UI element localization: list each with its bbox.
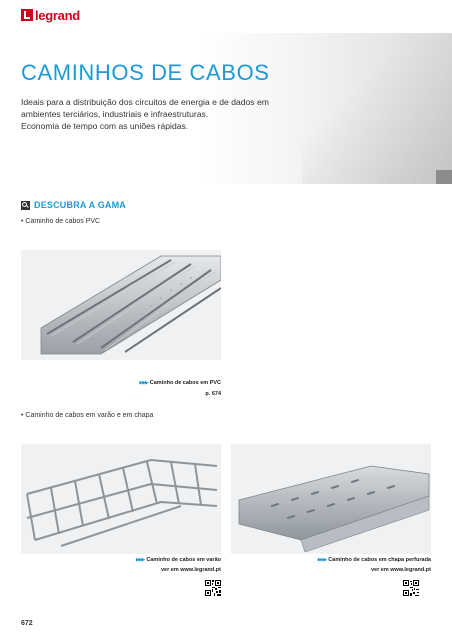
search-icon: [21, 201, 30, 210]
qr-code-icon[interactable]: [205, 580, 221, 601]
perforated-caption: [231, 557, 431, 563]
qr-code-perforated: [403, 580, 419, 596]
pvc-tray-illustration: [21, 250, 221, 360]
pvc-caption: [21, 380, 221, 386]
header-decoration: [302, 33, 452, 184]
intro-text: [21, 96, 321, 132]
qr-code-wire: [205, 580, 221, 596]
wire-caption-title: Caminho de cabos em varão: [146, 557, 221, 563]
intro-line: Ideais para a distribuição dos circuitos de energia e de dados em: [21, 97, 269, 107]
pvc-page-ref[interactable]: p. 674: [205, 391, 221, 397]
arrow-icon: ▶▶▶: [139, 380, 148, 386]
perforated-caption-title: Caminho de cabos em chapa perfurada: [328, 557, 431, 563]
perforated-tray-photo: [231, 444, 431, 554]
pvc-tray-photo: [21, 250, 221, 360]
section-title: DESCUBRA A GAMA: [34, 200, 126, 210]
bullet-wire-and-sheet: • Caminho de cabos em varão e em chapa: [21, 412, 154, 419]
page-number: 672: [21, 620, 33, 627]
page-title: CAMINHOS DE CABOS: [21, 60, 270, 85]
wire-caption: [21, 557, 221, 563]
section-heading: [21, 200, 126, 210]
brand-name: legrand: [35, 7, 80, 23]
pvc-caption-title: Caminho de cabos em PVC: [149, 380, 221, 386]
intro-line: ambientes terciários, industriais e infraestruturas.: [21, 109, 209, 119]
wire-mesh-tray-photo: [21, 444, 221, 554]
arrow-icon: ▶▶▶: [317, 557, 327, 563]
perforated-web-ref[interactable]: ver em www.legrand.pt: [370, 567, 431, 573]
wire-web-ref[interactable]: ver em www.legrand.pt: [160, 567, 221, 573]
wire-mesh-tray-illustration: [21, 444, 221, 554]
qr-code-icon[interactable]: [403, 580, 419, 601]
intro-line: Economia de tempo com as uniões rápidas.: [21, 121, 189, 131]
legrand-logo: [21, 8, 80, 22]
section-tab-marker: [436, 170, 452, 184]
arrow-icon: ▶▶▶: [135, 557, 145, 563]
legrand-logo-mark: [21, 9, 33, 21]
bullet-pvc: • Caminho de cabos PVC: [21, 218, 101, 225]
perforated-tray-illustration: [231, 444, 431, 554]
